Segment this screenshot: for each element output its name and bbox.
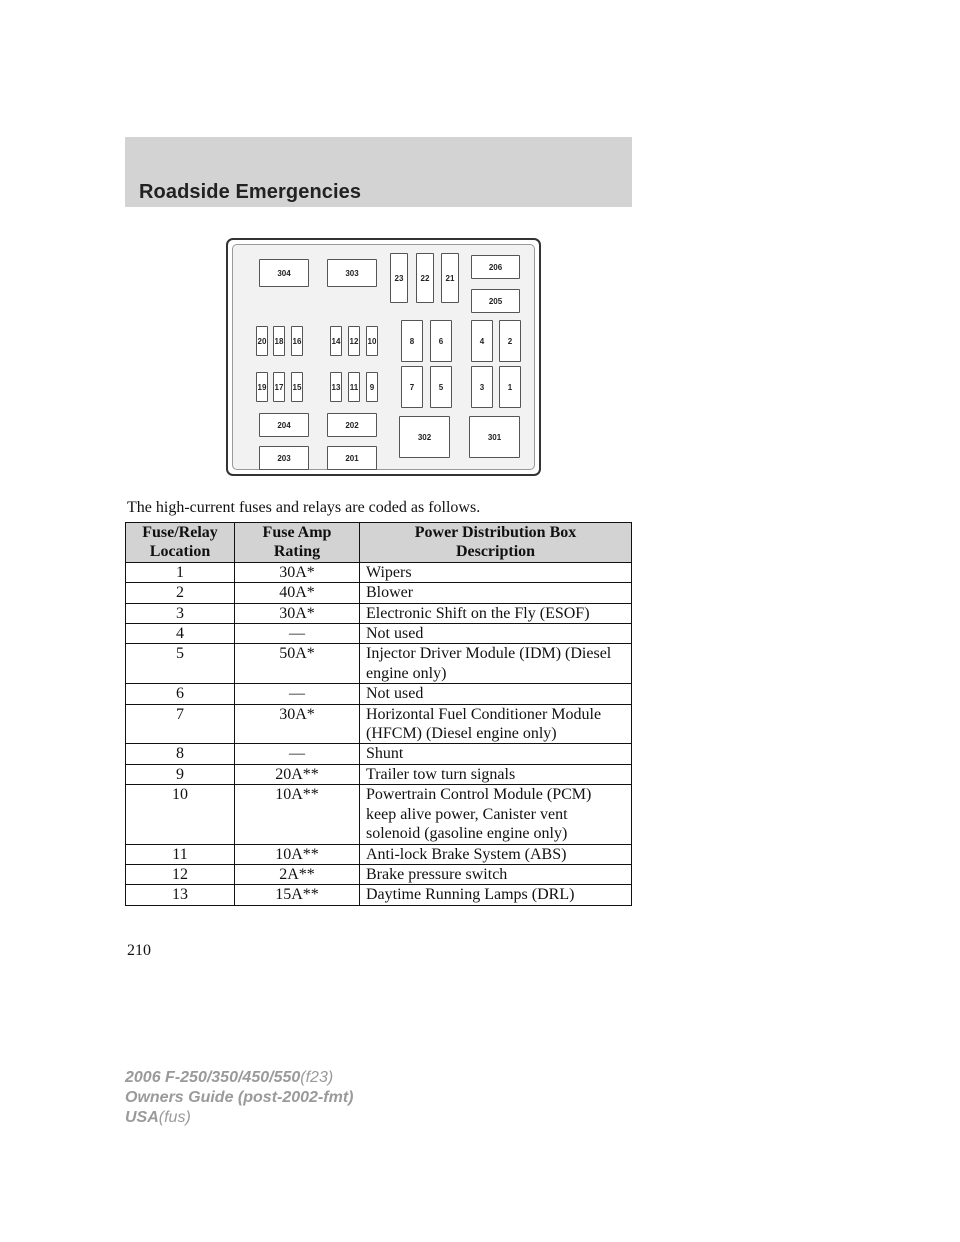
cell-description [360,644,632,684]
table-row [126,744,632,764]
description-line: keep alive power, Canister vent [366,805,568,823]
fuse-slot: 202 [327,413,377,437]
cell-amp-rating: — [235,624,360,644]
description-line: Brake pressure switch [366,865,508,883]
description-line: Daytime Running Lamps (DRL) [366,886,575,904]
footer-line-1: 2006 F-250/350/450/550(f23) [125,1069,334,1086]
fuse-slot: 16 [291,326,303,356]
fuse-slot: 9 [366,372,378,402]
fuse-slot: 20 [256,326,268,356]
fuse-table [125,522,632,906]
fuse-slot: 19 [256,372,268,402]
table-row [126,785,632,844]
description-line: Electronic Shift on the Fly (ESOF) [366,604,590,622]
cell-location: 2 [126,583,235,603]
table-row [126,644,632,684]
cell-location: 5 [126,644,235,684]
table-row [126,764,632,784]
cell-description [360,744,632,764]
cell-description [360,583,632,603]
fuse-slot: 301 [469,416,520,458]
cell-description [360,785,632,844]
description-line: Anti-lock Brake System (ABS) [366,845,567,863]
cell-amp-rating: 10A** [235,785,360,844]
cell-amp-rating: 10A** [235,844,360,864]
description-line: engine only) [366,664,447,682]
table-row [126,684,632,704]
description-line: Not used [366,625,424,643]
footer-line-2: Owners Guide (post-2002-fmt) [125,1089,354,1106]
description-line: Blower [366,584,414,602]
cell-location: 9 [126,764,235,784]
fuse-slot: 21 [441,253,459,303]
fuse-slot: 17 [273,372,285,402]
footer [125,1068,353,1128]
description-line: Injector Driver Module (IDM) (Diesel [366,645,612,663]
cell-location: 12 [126,864,235,884]
cell-description [360,864,632,884]
cell-amp-rating: 30A* [235,562,360,582]
cell-description [360,603,632,623]
fuse-slot: 13 [330,372,342,402]
description-line: Horizontal Fuel Conditioner Module [366,705,602,723]
cell-amp-rating: — [235,684,360,704]
cell-amp-rating: 15A** [235,885,360,905]
cell-amp-rating: — [235,744,360,764]
cell-description [360,704,632,744]
intro-text: The high-current fuses and relays are coded as follows. [127,499,481,516]
table-row [126,603,632,623]
cell-description [360,844,632,864]
fuse-slot: 7 [401,366,423,408]
fuse-slot: 11 [348,372,360,402]
cell-description [360,684,632,704]
fuse-slot: 3 [471,366,493,408]
cell-description [360,562,632,582]
fuse-slot: 201 [327,446,377,470]
cell-amp-rating: 50A* [235,644,360,684]
header-amp-rating: Fuse Amp Rating [235,523,360,563]
fuse-slot: 1 [499,366,521,408]
table-row [126,885,632,905]
fuse-slot: 205 [471,289,520,313]
fuse-slot: 206 [471,255,520,279]
footer-line-3: USA(fus) [125,1109,191,1126]
cell-location: 13 [126,885,235,905]
fusebox-interior [232,244,535,470]
description-line: Wipers [366,563,412,581]
cell-location: 11 [126,844,235,864]
table-row [126,704,632,744]
fuse-slot: 14 [330,326,342,356]
cell-amp-rating: 40A* [235,583,360,603]
cell-location: 6 [126,684,235,704]
header-location: Fuse/Relay Location [126,523,235,563]
description-line: (HFCM) (Diesel engine only) [366,725,557,743]
page-number: 210 [127,942,151,959]
description-line: Powertrain Control Module (PCM) [366,786,592,804]
description-line: Trailer tow turn signals [366,765,516,783]
table-header-row [126,523,632,563]
cell-amp-rating: 30A* [235,603,360,623]
header-description: Power Distribution Box Description [360,523,632,563]
cell-location: 8 [126,744,235,764]
section-header [125,137,632,207]
fuse-slot: 5 [430,366,452,408]
cell-location: 10 [126,785,235,844]
description-line: Shunt [366,745,404,763]
description-line: Not used [366,685,424,703]
cell-location: 3 [126,603,235,623]
cell-amp-rating: 20A** [235,764,360,784]
cell-description [360,624,632,644]
table-row [126,844,632,864]
fuse-slot: 303 [327,259,377,287]
table-body [126,562,632,905]
fuse-slot: 8 [401,320,423,362]
description-line: solenoid (gasoline engine only) [366,825,568,843]
fuse-slot: 23 [390,253,408,303]
cell-description [360,885,632,905]
table-row [126,562,632,582]
fuse-slot: 203 [259,446,309,470]
table-row [126,583,632,603]
fuse-slot: 2 [499,320,521,362]
cell-location: 7 [126,704,235,744]
section-title: Roadside Emergencies [139,181,362,203]
fuse-slot: 12 [348,326,360,356]
fuse-slot: 6 [430,320,452,362]
cell-amp-rating: 30A* [235,704,360,744]
table-row [126,864,632,884]
fuse-slot: 18 [273,326,285,356]
fuse-slot: 302 [399,416,450,458]
cell-amp-rating: 2A** [235,864,360,884]
fuse-slot: 4 [471,320,493,362]
cell-location: 1 [126,562,235,582]
cell-description [360,764,632,784]
fuse-slot: 22 [416,253,434,303]
power-distribution-box-diagram [226,238,541,476]
fuse-slot: 15 [291,372,303,402]
fuse-slot: 304 [259,259,309,287]
fuse-slot: 10 [366,326,378,356]
cell-location: 4 [126,624,235,644]
table-row [126,624,632,644]
fuse-slot: 204 [259,413,309,437]
